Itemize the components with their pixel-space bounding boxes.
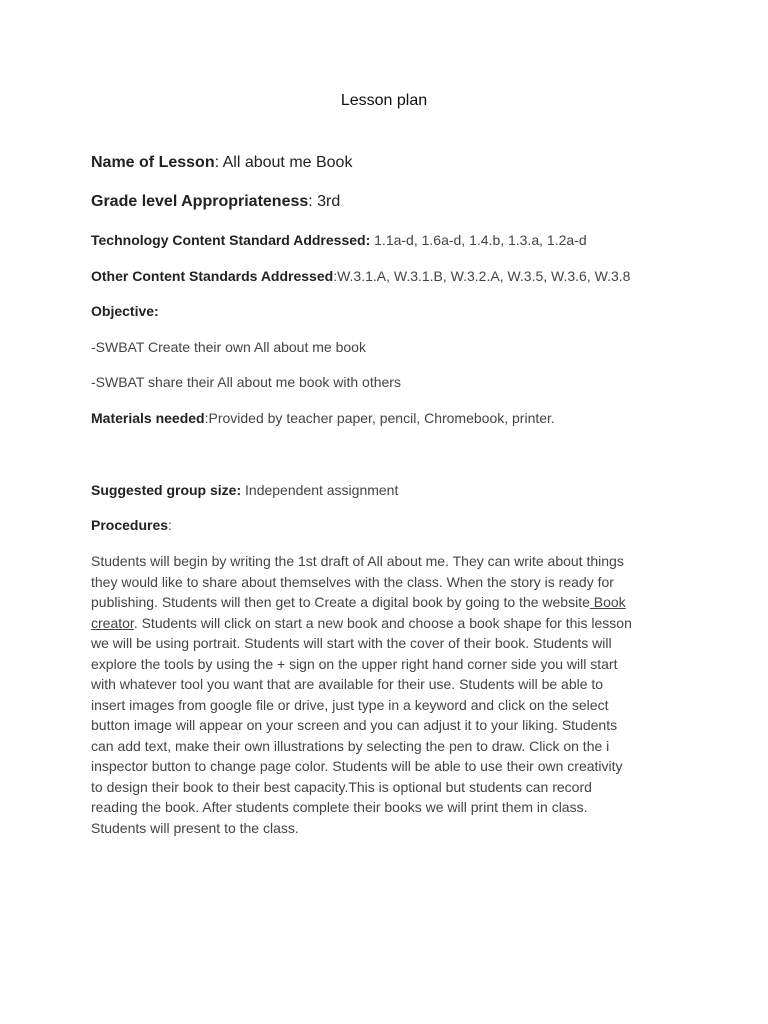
paragraph-line: inspector button to change page color. Students will be able to use their own creativity [91, 758, 623, 774]
objective-heading [91, 303, 691, 319]
name-of-lesson-line [91, 154, 691, 172]
paragraph-line: with whatever tool you want that are available for their use. Students will be able to [91, 676, 604, 692]
group-size-value: Independent assignment [241, 482, 399, 498]
group-size-label: Suggested group size: [91, 482, 242, 498]
tech-standard-line [91, 232, 691, 248]
paragraph-line [91, 613, 691, 634]
other-standards-label: Other Content Standards Addressed [91, 268, 334, 284]
procedures-label: Procedures [91, 517, 169, 533]
paragraph-line: they would like to share about themselves with the class. When the story is ready for [91, 573, 614, 590]
paragraph-line: to design their book to their best capacity.This is optional but students can record [91, 778, 592, 795]
paragraph-line: insert images from google file or drive, just type in a keyword and click on the select [91, 696, 609, 713]
materials-value: :Provided by teacher paper, pencil, Chromebook, printer. [204, 410, 555, 426]
paragraph-line: Students will present to the class. [91, 819, 299, 836]
other-standards-value: :W.3.1.A, W.3.1.B, W.3.2.A, W.3.5, W.3.6, W.3.8 [333, 268, 631, 284]
objective-label: Objective: [91, 303, 159, 319]
paragraph-line: Students will begin by writing the 1st draft of All about me. They can write about things [91, 553, 624, 569]
objective-item: -SWBAT Create their own All about me book [91, 339, 366, 355]
name-of-lesson-label: Name of Lesson [91, 154, 215, 171]
grade-level-label: Grade level Appropriateness [91, 193, 309, 210]
paragraph-line: explore the tools by using the + sign on the upper right hand corner side you will start [91, 655, 618, 672]
tech-standard-value: 1.1a-d, 1.6a-d, 1.4.b, 1.3.a, 1.2a-d [370, 232, 587, 248]
page-title: Lesson plan [340, 92, 428, 109]
paragraph-line: we will be using portrait. Students will start with the cover of their book. Students will [91, 635, 612, 651]
objective-item: -SWBAT share their All about me book with others [91, 374, 401, 390]
materials-line [91, 410, 691, 426]
name-of-lesson-value: : All about me Book [214, 154, 353, 171]
paragraph-line: button image will appear on your screen and you can adjust it to your liking. Students [91, 717, 618, 733]
paragraph-line: can add text, make their own illustrations by selecting the pen to draw. Click on the i [91, 737, 610, 754]
grade-level-value: : 3rd [308, 193, 341, 210]
other-standards-line [91, 268, 691, 284]
tech-standard-label: Technology Content Standard Addressed: [91, 232, 371, 248]
paragraph-text: . Students will click on start a new book and choose a book shape for this lesson [133, 614, 632, 631]
procedures-heading [91, 517, 691, 533]
procedures-paragraph [91, 551, 691, 838]
procedures-colon: : [168, 517, 172, 533]
paragraph-text: publishing. Students will then get to Create a digital book by going to the website [91, 594, 590, 610]
book-creator-link-continued[interactable]: creator [91, 614, 134, 631]
group-size-line [91, 482, 691, 498]
grade-level-line [91, 193, 691, 211]
paragraph-line: reading the book. After students complete their books we will print them in class. [91, 799, 588, 815]
materials-label: Materials needed [91, 410, 205, 426]
paragraph-line [91, 592, 691, 613]
book-creator-link[interactable]: Book [589, 594, 626, 610]
